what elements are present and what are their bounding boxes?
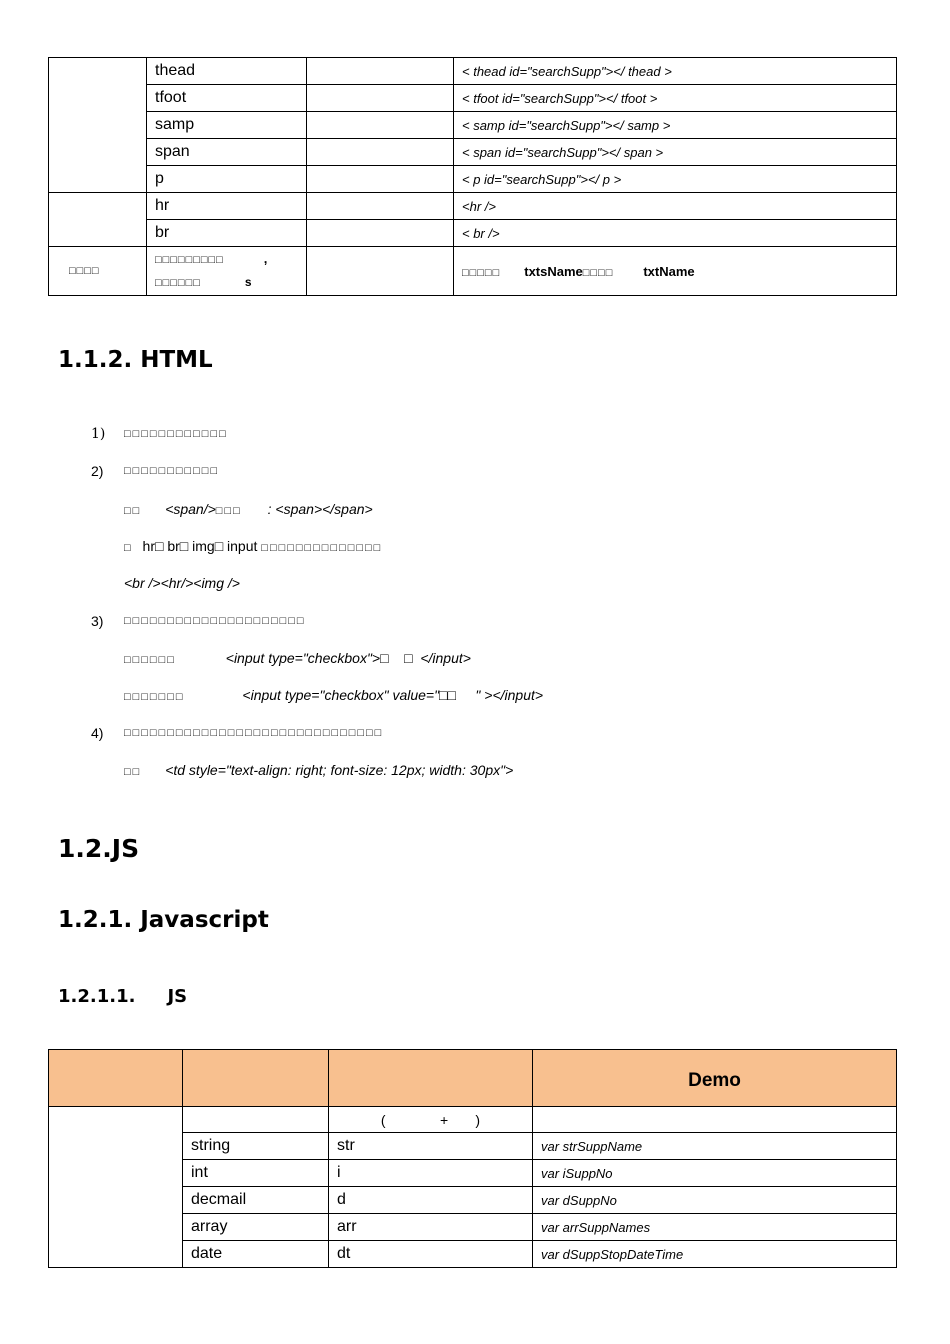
html-tags-table bbox=[48, 57, 897, 296]
demo-cell: < tfoot id="searchSupp"></ tfoot > bbox=[454, 85, 897, 112]
table-cell bbox=[49, 193, 147, 247]
demo-cell: < thead id="searchSupp"></ thead > bbox=[454, 58, 897, 85]
table-cell: ( + ) bbox=[329, 1107, 533, 1133]
table-cell bbox=[147, 247, 307, 296]
table-cell bbox=[183, 1107, 329, 1133]
table-row bbox=[49, 166, 897, 193]
prefix-cell: dt bbox=[329, 1241, 533, 1268]
demo-cell: < p id="searchSupp"></ p > bbox=[454, 166, 897, 193]
table-row bbox=[49, 247, 897, 296]
section-heading: 1.2.1. Javascript bbox=[58, 907, 269, 933]
cell-text: □□□□□ bbox=[462, 266, 501, 279]
table-row bbox=[49, 220, 897, 247]
list-number: 4) bbox=[91, 725, 104, 741]
type-cell: int bbox=[183, 1160, 329, 1187]
table-row bbox=[49, 112, 897, 139]
section-heading: 1.1.2. HTML bbox=[58, 347, 213, 373]
code-span: <input type="checkbox" value="□□ " ></input> bbox=[242, 687, 544, 703]
list-number: 3) bbox=[91, 613, 104, 629]
list-text: □□□□□□□□□□□□□□□□□□□□□□□□□□□□□□ bbox=[124, 727, 384, 739]
demo-cell: var dSuppStopDateTime bbox=[533, 1241, 897, 1268]
tag-cell: tfoot bbox=[147, 85, 307, 112]
list-number: 2) bbox=[91, 463, 104, 479]
list-text: □□□□□□□□□□□ bbox=[124, 465, 220, 477]
text-span: hr□ br□ img□ input bbox=[142, 538, 258, 554]
text-span: □□ bbox=[124, 505, 142, 517]
tag-cell: hr bbox=[147, 193, 307, 220]
table-cell bbox=[307, 247, 454, 296]
table-cell bbox=[307, 85, 454, 112]
cell-text: □□□□□□□□□ bbox=[155, 254, 224, 266]
prefix-cell: arr bbox=[329, 1214, 533, 1241]
tag-cell: thead bbox=[147, 58, 307, 85]
table-cell bbox=[307, 112, 454, 139]
list-number: 1) bbox=[91, 426, 106, 442]
table-row bbox=[49, 85, 897, 112]
table-cell bbox=[307, 139, 454, 166]
cell-text: □□□□□□ bbox=[155, 277, 201, 289]
table-cell bbox=[307, 193, 454, 220]
section-title: JS bbox=[167, 986, 188, 1007]
code-span: <td style="text-align: right; font-size: 12px; width: 30px"> bbox=[165, 762, 514, 778]
prefix-cell: d bbox=[329, 1187, 533, 1214]
section-heading bbox=[58, 986, 187, 1007]
text-span: □□□□□□□□□□□□□□ bbox=[261, 542, 383, 554]
type-cell: decmail bbox=[183, 1187, 329, 1214]
table-row bbox=[49, 139, 897, 166]
text-line bbox=[124, 650, 471, 666]
text-span: □□□□□□ bbox=[124, 654, 176, 666]
demo-cell: var dSuppNo bbox=[533, 1187, 897, 1214]
section-heading: 1.2.JS bbox=[58, 834, 140, 863]
type-cell: date bbox=[183, 1241, 329, 1268]
table-cell bbox=[307, 220, 454, 247]
text-span: □□□□□□□ bbox=[124, 691, 185, 703]
text-line bbox=[124, 762, 513, 778]
demo-cell: < br /> bbox=[454, 220, 897, 247]
table-header-row bbox=[49, 1050, 897, 1107]
prefix-cell: str bbox=[329, 1133, 533, 1160]
cell-text: s bbox=[244, 275, 253, 289]
demo-cell: var strSuppName bbox=[533, 1133, 897, 1160]
demo-cell: < samp id="searchSupp"></ samp > bbox=[454, 112, 897, 139]
table-cell bbox=[533, 1107, 897, 1133]
demo-cell: < span id="searchSupp"></ span > bbox=[454, 139, 897, 166]
table-row bbox=[49, 193, 897, 220]
tag-cell: br bbox=[147, 220, 307, 247]
table-cell bbox=[307, 58, 454, 85]
section-number: 1.2.1.1. bbox=[58, 986, 136, 1007]
table-row bbox=[49, 58, 897, 85]
header-cell bbox=[329, 1050, 533, 1107]
demo-cell: <hr /> bbox=[454, 193, 897, 220]
table-cell bbox=[307, 166, 454, 193]
header-cell bbox=[183, 1050, 329, 1107]
js-naming-table bbox=[48, 1049, 897, 1268]
type-cell: array bbox=[183, 1214, 329, 1241]
table-cell bbox=[49, 1107, 183, 1268]
code-span: : <span></span> bbox=[267, 501, 373, 517]
list-text: □□□□□□□□□□□□ bbox=[124, 428, 228, 440]
code-span: <span/> bbox=[165, 501, 216, 517]
text-line bbox=[124, 538, 382, 554]
cell-text: txtsName bbox=[524, 263, 583, 279]
cell-text: □□□□ bbox=[582, 266, 614, 279]
text-span: □□ bbox=[124, 766, 142, 778]
text-line bbox=[124, 687, 543, 703]
text-span: □ bbox=[124, 542, 133, 554]
table-cell: □□□□ bbox=[49, 247, 147, 296]
demo-cell: var arrSuppNames bbox=[533, 1214, 897, 1241]
table-cell bbox=[49, 58, 147, 193]
code-span: <input type="checkbox">□ □ </input> bbox=[225, 650, 471, 666]
cell-text: txtName bbox=[643, 263, 695, 279]
table-row bbox=[49, 1107, 897, 1133]
header-cell bbox=[49, 1050, 183, 1107]
code-line: <br /><hr/><img /> bbox=[124, 575, 240, 591]
type-cell: string bbox=[183, 1133, 329, 1160]
header-cell-demo: Demo bbox=[533, 1050, 897, 1107]
text-line bbox=[124, 501, 373, 517]
text-span: □□□ bbox=[215, 505, 242, 517]
cell-text: , bbox=[263, 251, 269, 266]
tag-cell: p bbox=[147, 166, 307, 193]
demo-cell: var iSuppNo bbox=[533, 1160, 897, 1187]
prefix-cell: i bbox=[329, 1160, 533, 1187]
table-cell bbox=[454, 247, 897, 296]
list-text: □□□□□□□□□□□□□□□□□□□□□ bbox=[124, 615, 306, 627]
tag-cell: span bbox=[147, 139, 307, 166]
tag-cell: samp bbox=[147, 112, 307, 139]
